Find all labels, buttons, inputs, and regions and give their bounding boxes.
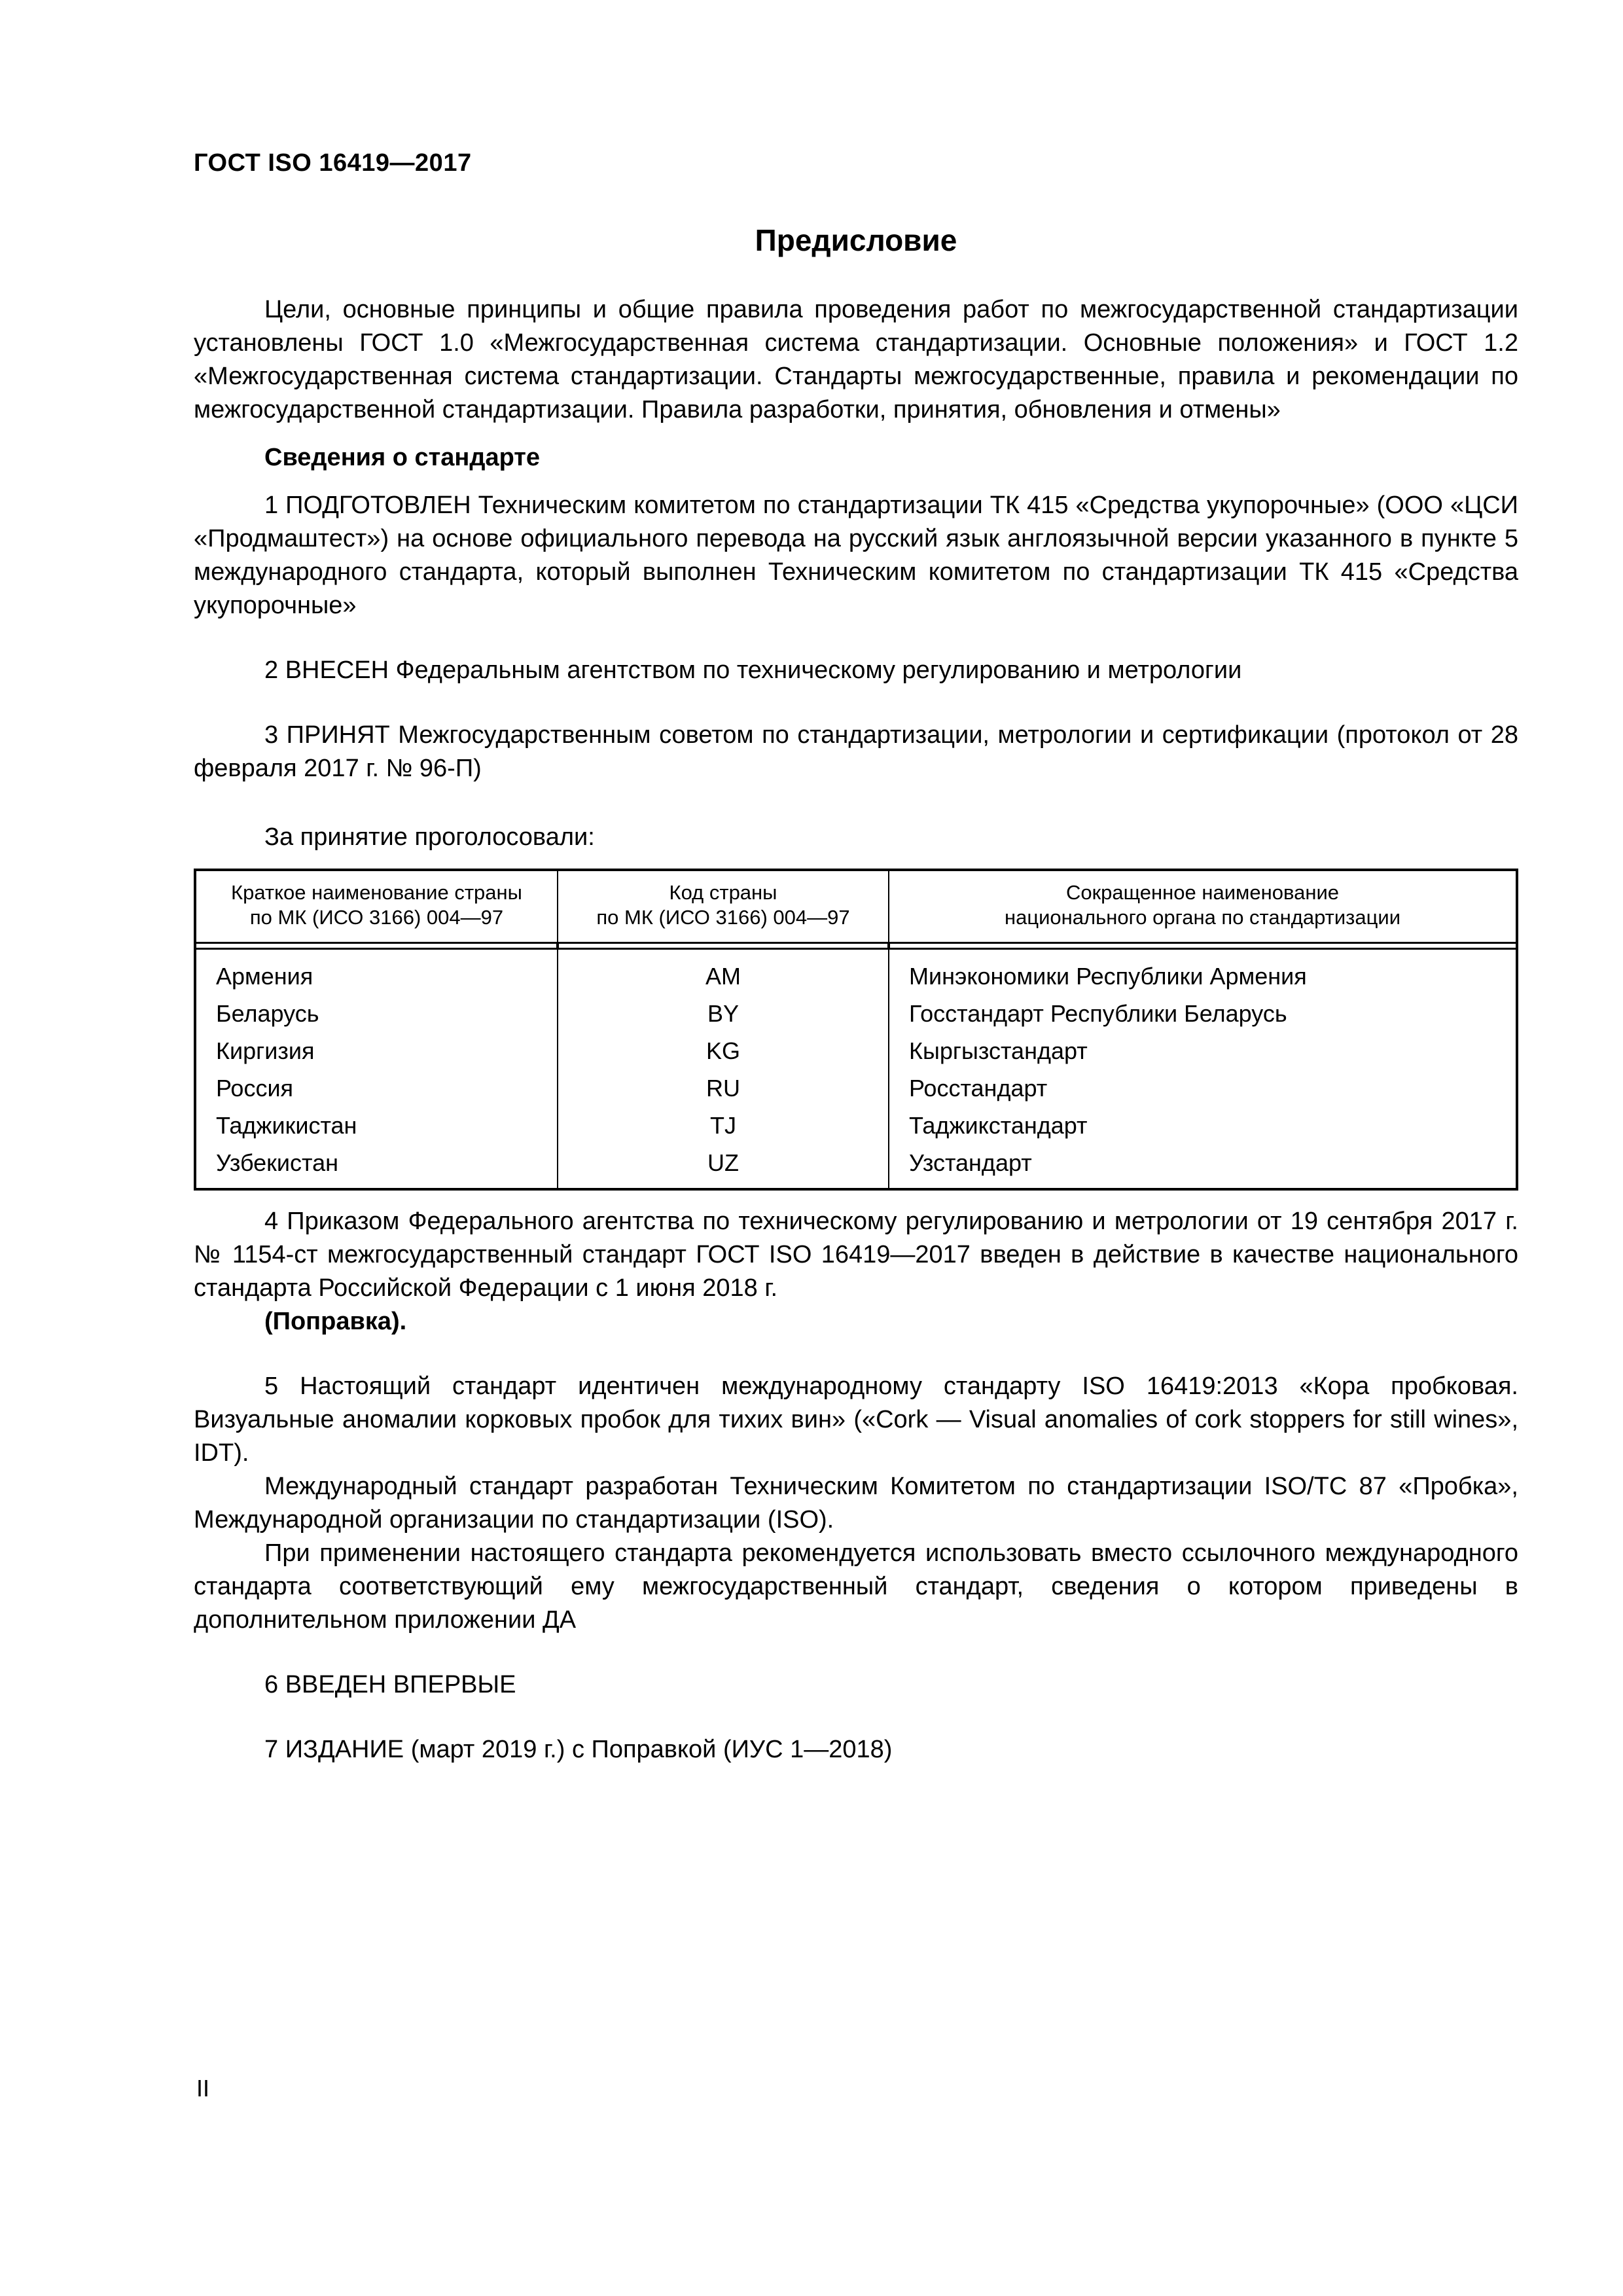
item-5-identical-standard: 5 Настоящий стандарт идентичен международному стандарту ISO 16419:2013 «Кора пробковая. Визуальные аномалии корковых пробок для тихих вин» («Cork — Visual anomalies of cork stoppers for still wines», IDT). (194, 1372, 1518, 1467)
item-1-prepared: 1 ПОДГОТОВЛЕН Техническим комитетом по стандартизации ТК 415 «Средства укупорочные» (ООО «ЦСИ «Продмаштест») на основе официального перевода на русский язык англоязычной версии указанного в пункте 5 международного стандарта, который выполнен Техническим комитетом по стандартизации ТК 415 «Средства укупорочные» (194, 492, 1518, 619)
page-number: II (196, 2075, 210, 2102)
table-row (195, 949, 1517, 996)
cell-code: KG (558, 1032, 889, 1069)
cell-country: Беларусь (195, 995, 558, 1032)
table-row (195, 995, 1517, 1032)
cell-national-body: Госстандарт Республики Беларусь (889, 995, 1517, 1032)
cell-code: AM (558, 949, 889, 996)
item-5-developer: Международный стандарт разработан Техническим Комитетом по стандартизации ISO/TC 87 «Пробка», Международной организации по стандартизации (ISO). (194, 1473, 1518, 1534)
table-row (195, 1107, 1517, 1144)
cell-national-body: Кыргызстандарт (889, 1032, 1517, 1069)
item-6-first-introduced: 6 ВВЕДЕН ВПЕРВЫЕ (264, 1671, 516, 1698)
item-5-application-note: При применении настоящего стандарта рекомендуется использовать вместо ссылочного международного стандарта соответствующий ему межгосударственный стандарт, сведения о котором приведены в дополнительном приложении ДА (194, 1539, 1518, 1634)
cell-code: BY (558, 995, 889, 1032)
cell-country: Армения (195, 949, 558, 996)
table-row (195, 1069, 1517, 1107)
table-row (195, 1144, 1517, 1189)
info-heading: Сведения о стандарте (264, 444, 541, 471)
header-national-body: Сокращенное наименование национального органа по стандартизации (889, 870, 1517, 943)
page-title: Предисловие (755, 223, 957, 257)
votes-table-header-row (195, 870, 1517, 943)
cell-country: Таджикистан (195, 1107, 558, 1144)
intro-paragraph: Цели, основные принципы и общие правила проведения работ по межгосударственной стандартизации установлены ГОСТ 1.0 «Межгосударственная система стандартизации. Основные положения» и ГОСТ 1.2 «Межгосударственная система стандартизации. Стандарты межгосударственные, правила и рекомендации по межгосударственной стандартизации. Правила разработки, принятия, обновления и отмены» (194, 296, 1518, 423)
document-code-header: ГОСТ ISO 16419—2017 (194, 149, 472, 177)
cell-code: RU (558, 1069, 889, 1107)
cell-national-body: Минэкономики Республики Армения (889, 949, 1517, 996)
header-country-name: Краткое наименование страны по МК (ИСО 3166) 004—97 (195, 870, 558, 943)
cell-national-body: Росстандарт (889, 1069, 1517, 1107)
item-7-edition: 7 ИЗДАНИЕ (март 2019 г.) с Поправкой (ИУС 1—2018) (264, 1736, 893, 1763)
votes-table (194, 869, 1518, 1191)
table-row (195, 1032, 1517, 1069)
votes-label: За принятие проголосовали: (264, 823, 595, 851)
item-2-submitted: 2 ВНЕСЕН Федеральным агентством по техническому регулированию и метрологии (264, 656, 1242, 684)
cell-national-body: Узстандарт (889, 1144, 1517, 1189)
cell-country: Киргизия (195, 1032, 558, 1069)
item-3-adopted: 3 ПРИНЯТ Межгосударственным советом по стандартизации, метрологии и сертификации (протокол от 28 февраля 2017 г. № 96-П) (194, 721, 1518, 782)
header-country-code: Код страны по МК (ИСО 3166) 004—97 (558, 870, 889, 943)
cell-country: Россия (195, 1069, 558, 1107)
cell-country: Узбекистан (195, 1144, 558, 1189)
cell-code: TJ (558, 1107, 889, 1144)
cell-code: UZ (558, 1144, 889, 1189)
item-4-amendment-note: (Поправка). (264, 1308, 407, 1335)
document-body (194, 293, 1518, 1767)
cell-national-body: Таджикстандарт (889, 1107, 1517, 1144)
item-4-order: 4 Приказом Федерального агентства по техническому регулированию и метрологии от 19 сентября 2017 г. № 1154-ст межгосударственный стандарт ГОСТ ISO 16419—2017 введен в действие в качестве национального стандарта Российской Федерации с 1 июня 2018 г. (194, 1208, 1518, 1302)
